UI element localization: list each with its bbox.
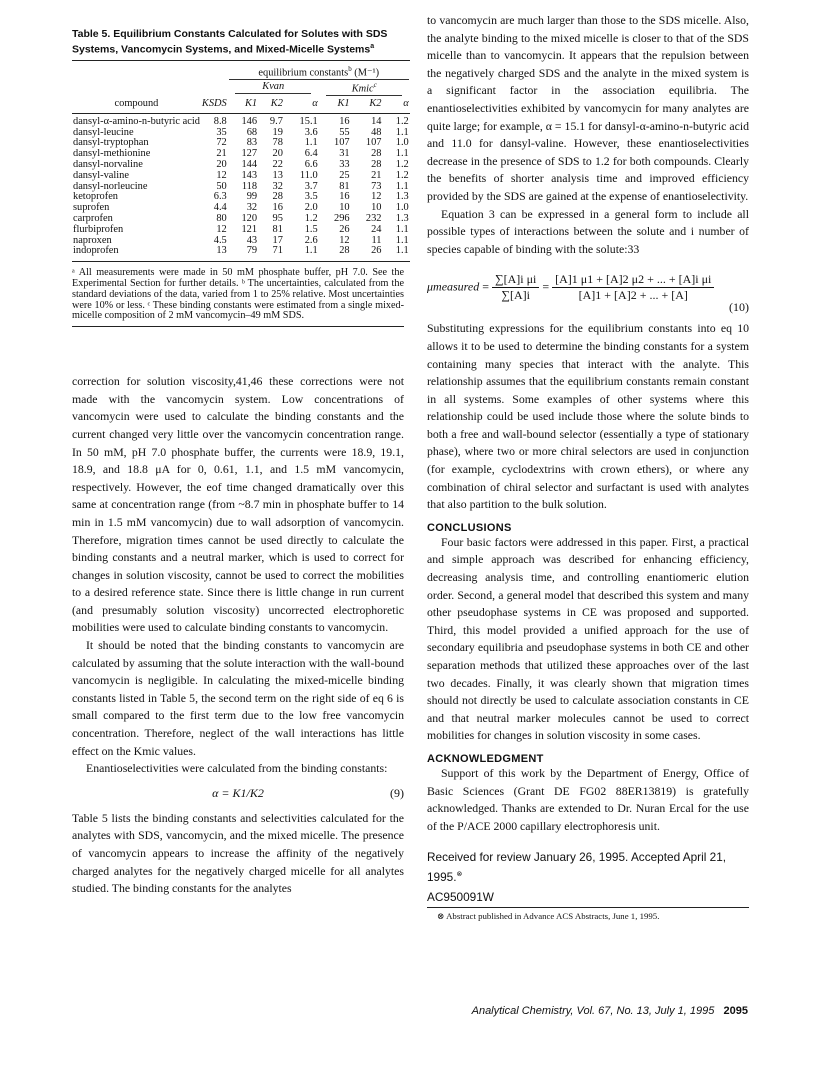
column-header: K1 [319, 96, 351, 113]
value-cell: 80 [216, 213, 227, 224]
equation-10: μmeasured = $\frac{\text{∑[A]i μi}}{\sum[A]i}$ = $\frac{\text{[A]1 μ1 + [A]2 μ2 + ... + [A]i μi}}{[A]1 + [A]2 + ... + [A]}$ (10) [427, 272, 749, 315]
value-cell: 1.1 [395, 148, 409, 160]
value-cell: 1.0 [395, 137, 409, 149]
value-cell: 2.0 [304, 202, 318, 214]
table-row [72, 246, 410, 261]
value-cell: 13 [201, 246, 228, 261]
value-cell: 6.4 [304, 148, 318, 160]
value-cell: 48 [371, 126, 382, 138]
page-footer: Analytical Chemistry, Vol. 67, No. 13, July 1, 1995 2095 [471, 1005, 748, 1017]
value-cell: 99 [246, 191, 258, 203]
value-cell: 12 [216, 223, 227, 235]
value-cell: 1.5 [304, 223, 318, 235]
value-cell: 120 [241, 213, 258, 224]
left-paragraph-3: Enantioselectivities were calculated from the binding constants: [86, 761, 388, 776]
column-header: compound [72, 96, 201, 113]
value-cell: 146 [241, 115, 258, 127]
value-cell: 73 [371, 180, 382, 192]
kmic-header: Kmic$^c$ [319, 80, 410, 96]
value-cell: 16 [339, 191, 350, 203]
value-cell: 11 [371, 234, 382, 246]
value-cell: 1.1 [395, 223, 409, 235]
value-cell: 68 [246, 126, 258, 138]
value-cell: 26 [339, 223, 350, 235]
value-cell: 1.2 [304, 213, 318, 224]
value-cell: 32 [246, 202, 258, 214]
value-cell: 43 [246, 234, 258, 246]
value-cell: 2.6 [304, 234, 318, 246]
table-row [72, 171, 410, 182]
value-cell: 19 [272, 126, 283, 138]
value-cell: 3.5 [304, 191, 318, 203]
column-header: K1 [228, 96, 258, 113]
value-cell: 14 [371, 115, 382, 127]
table-caption: Table 5. Equilibrium Constants Calculated for Solutes with SDS Systems, Vancomycin Systems, and Mixed-Micelle Systems$^a$ [72, 28, 388, 55]
value-cell: 144 [241, 159, 258, 171]
equilibrium-table [72, 60, 410, 263]
table-row [72, 192, 410, 203]
value-cell: 12 [339, 234, 350, 246]
value-cell: 1.1 [395, 180, 409, 192]
value-cell: 78 [272, 137, 283, 149]
value-cell: 1.1 [382, 246, 409, 261]
value-cell: 296 [334, 213, 350, 224]
compound-cell: flurbiprofen [73, 223, 124, 235]
value-cell: 12 [216, 169, 227, 181]
value-cell: 15.1 [299, 115, 318, 127]
value-cell: 3.7 [304, 180, 318, 192]
value-cell: 13 [272, 169, 283, 181]
table-row [72, 182, 410, 193]
value-cell: 26 [351, 246, 383, 261]
value-cell: 28 [371, 159, 382, 171]
value-cell: 79 [228, 246, 258, 261]
table-row [72, 225, 410, 236]
value-cell: 81 [339, 180, 350, 192]
table-row [72, 236, 410, 247]
value-cell: 71 [258, 246, 284, 261]
value-cell: 3.6 [304, 126, 318, 138]
conclusions-paragraph: Four basic factors were addressed in this paper. First, a practical and simple approach was described for enhancing efficiency, decreasing analysis time, and controlling enantiomeric elution order. Second, a general model that described this system and many other pseudophase systems in CE was proposed and supported. Third, this model provided a unified approach for the use of secondary equilibria and pseudophase systems in both CE and other separation methods that utilized these approaches over of the last two decades. Finally, it was clearly shown that migration times should not directly be used to calculate association constants in CE and that neutral marker molecules cannot be used to correct mobilities for changes in solution viscosity in some cases. [427, 534, 749, 743]
value-cell: 1.1 [284, 246, 319, 261]
value-cell: 8.8 [213, 115, 227, 127]
kvan-header: Kvan [228, 80, 319, 96]
value-cell: 107 [334, 137, 350, 149]
column-header: K2 [351, 96, 383, 113]
conclusions-heading: CONCLUSIONS [427, 521, 512, 534]
received-date: Received for review January 26, 1995. Accepted April 21, 1995.⊗ [427, 850, 727, 885]
value-cell: 35 [216, 126, 227, 138]
value-cell: 17 [272, 234, 283, 246]
value-cell: 24 [371, 223, 382, 235]
value-cell: 25 [339, 169, 350, 181]
value-cell: 95 [272, 213, 283, 224]
value-cell: 1.1 [304, 137, 318, 149]
compound-cell: dansyl-leucine [73, 126, 134, 138]
value-cell: 28 [272, 191, 283, 203]
value-cell: 118 [241, 180, 258, 192]
equation-9: α = K1/K2 (9) [212, 785, 404, 800]
value-cell: 1.1 [395, 234, 409, 246]
value-cell: 1.2 [395, 169, 409, 181]
value-cell: 12 [371, 191, 382, 203]
value-cell: 21 [371, 169, 382, 181]
compound-cell: dansyl-methionine [73, 148, 151, 160]
value-cell: 22 [272, 159, 283, 171]
abstract-note: ⊗ Abstract published in Advance ACS Abstracts, June 1, 1995. [427, 907, 749, 922]
value-cell: 1.2 [395, 159, 409, 171]
compound-cell: dansyl-norleucine [73, 180, 148, 192]
right-paragraph-2: Equation 3 can be expressed in a general form to include all possible types of interactions between the solute and i number of species capable of binding with the solute:33 [427, 206, 749, 256]
right-paragraph-1: to vancomycin are much larger than those to the SDS micelle. Also, the analyte binding to the mixed micelle is closer to that of the SDS micelle than to vancomycin. It appears that the repulsion between the negatively charged SDS and the analyte in the mixed system is a significant factor in the association equilibria. The enantioselectivities exhibited by vancomycin for many analytes are quite large; for example, α = 15.1 for dansyl-α-amino-n-butyric acid and 11.0 for dansyl-valine. However, these enantioselectivities decrease in the presence of SDS to 1.2 for both compounds. Clearly the benefits of shorter analysis time and improved efficiency provided by the SDS are gained at the expense of enantioselectivity. [427, 13, 749, 203]
value-cell: 107 [365, 137, 382, 149]
value-cell: 232 [365, 213, 382, 224]
compound-cell: dansyl-valine [73, 169, 129, 181]
compound-cell: suprofen [73, 202, 110, 214]
value-cell: 20 [216, 159, 227, 171]
value-cell: 121 [241, 223, 258, 235]
compound-cell: dansyl-norvaline [73, 159, 143, 171]
value-cell: 32 [272, 180, 283, 192]
table-footnote: ᵃ All measurements were made in 50 mM phosphate buffer, pH 7.0. See the Experimental Section for further details. ᵇ The uncertainties, calculated from the standard deviations of the data, varied from 1 to 25% relative. Most uncertainties were 10% or less. ᶜ These binding constants were estimated from a single mixed-micelle composition of 2 mM vancomycin–49 mM SDS. [72, 268, 404, 327]
acknowledgment-heading: ACKNOWLEDGMENT [427, 752, 544, 765]
value-cell: 6.6 [304, 159, 318, 171]
table-group-header: equilibrium constants$^b$ (M⁻¹) [228, 60, 410, 80]
value-cell: 11.0 [299, 169, 318, 181]
value-cell: 143 [241, 169, 258, 181]
value-cell: 10 [371, 202, 382, 214]
value-cell: 28 [371, 148, 382, 160]
compound-cell: dansyl-tryptophan [73, 137, 149, 149]
right-column [427, 12, 749, 922]
column-header: K2 [258, 96, 284, 113]
value-cell: 4.5 [213, 234, 227, 246]
value-cell: 83 [246, 137, 258, 149]
acknowledgment-paragraph: Support of this work by the Department of Energy, Office of Basic Sciences (Grant DE FG02 88ER13819) is gratefully acknowledged. Thanks are extended to Dr. Nuran Ercal for the use of the P/ACE 2000 capillary electrophoresis unit. [427, 765, 749, 833]
compound-cell: dansyl-α-amino-n-butyric acid [73, 115, 200, 127]
value-cell: 1.1 [395, 126, 409, 138]
value-cell: 4.4 [213, 202, 227, 214]
value-cell: 10 [339, 202, 350, 214]
left-paragraph-1: correction for solution viscosity,41,46 these corrections were not made with the vancomycin system. Low concentrations of vancomycin were used to calculate the binding constants and the current changed very little over the vancomycin concentration range. In 50 mM, pH 7.0 phosphate buffer, the currents were 18.9, 19.1, 18.9, and 18.8 μA for 0, 0.61, 1.1, and 1.5 mM vancomycin, respectively. However, the eof time changed dramatically over this same at concentration range (from ~8.7 min in phosphate buffer to 14 min in 1.5 mM vancomycin) due to wall adsorption of vancomycin. Therefore, migration times cannot be used directly to calculate the binding constants and a neutral marker, which is used to correct for changes in solution viscosity, cannot be used to correct the mobilities to a desired reference state. Since there is little change in run current (and presumably solution viscosity) uncorrected electrophoretic mobilities were used to calculate binding constants to vancomycin. [72, 374, 404, 635]
compound-cell: indoprofen [72, 246, 201, 261]
value-cell: 6.3 [213, 191, 227, 203]
compound-cell: naproxen [73, 234, 112, 246]
compound-cell: carprofen [73, 213, 113, 224]
value-cell: 9.7 [269, 115, 283, 127]
value-cell: 16 [272, 202, 283, 214]
compound-cell: ketoprofen [73, 191, 119, 203]
value-cell: 33 [339, 159, 350, 171]
value-cell: 21 [216, 148, 227, 160]
value-cell: 1.3 [395, 213, 409, 224]
left-paragraph-4: Table 5 lists the binding constants and selectivities calculated for the analytes with SDS, vancomycin, and the mixed micelle. The presence of vancomycin appears to increase the affinity of the negatively charged analytes for the negatively charged micelle for all analytes studied. The binding constants for the analytes [72, 810, 404, 896]
value-cell: 20 [272, 148, 283, 160]
value-cell: 31 [339, 148, 350, 160]
left-column [72, 28, 409, 898]
value-cell: 72 [216, 137, 227, 149]
table-row [72, 113, 410, 127]
value-cell: 1.0 [395, 202, 409, 214]
value-cell: 16 [339, 115, 350, 127]
value-cell: 50 [216, 180, 227, 192]
value-cell: 55 [339, 126, 350, 138]
column-header: KSDS [201, 96, 228, 113]
left-paragraph-2: It should be noted that the binding constants to vancomycin are calculated by assuming that the solute interaction with the wall-bound vancomycin is negligible. In calculating the mixed-micelle binding constants listed in Table 5, the second term on the right side of eq 6 is small compared to the first term due to the low free vancomycin concentration. Therefore, neglect of the wall interactions has little effect on the Kmic values. [72, 638, 404, 758]
value-cell: 1.2 [395, 115, 409, 127]
column-header: α [284, 96, 319, 113]
column-header: α [382, 96, 409, 113]
value-cell: 127 [241, 148, 258, 160]
right-paragraph-3: Substituting expressions for the equilibrium constants into eq 10 allows it to be used to determine the binding constants for a system containing many species that interact with the analyte. This relationship assumes that the equilibrium constants remain constant in all systems. Some examples of other systems where this relationship could be used include those where the solute binds to both a free and wall-bound selector (essentially a type of stationary phase), where two or more chiral selectors are used in conjunction (for example, cyclodextrins with crown ethers), or where any combination of chiral selector and surfactant is used with analytes that also partition to the bulk solution. [427, 321, 749, 512]
value-cell: 28 [319, 246, 351, 261]
ac-number: AC950091W [427, 890, 494, 905]
value-cell: 1.3 [395, 191, 409, 203]
value-cell: 81 [272, 223, 283, 235]
